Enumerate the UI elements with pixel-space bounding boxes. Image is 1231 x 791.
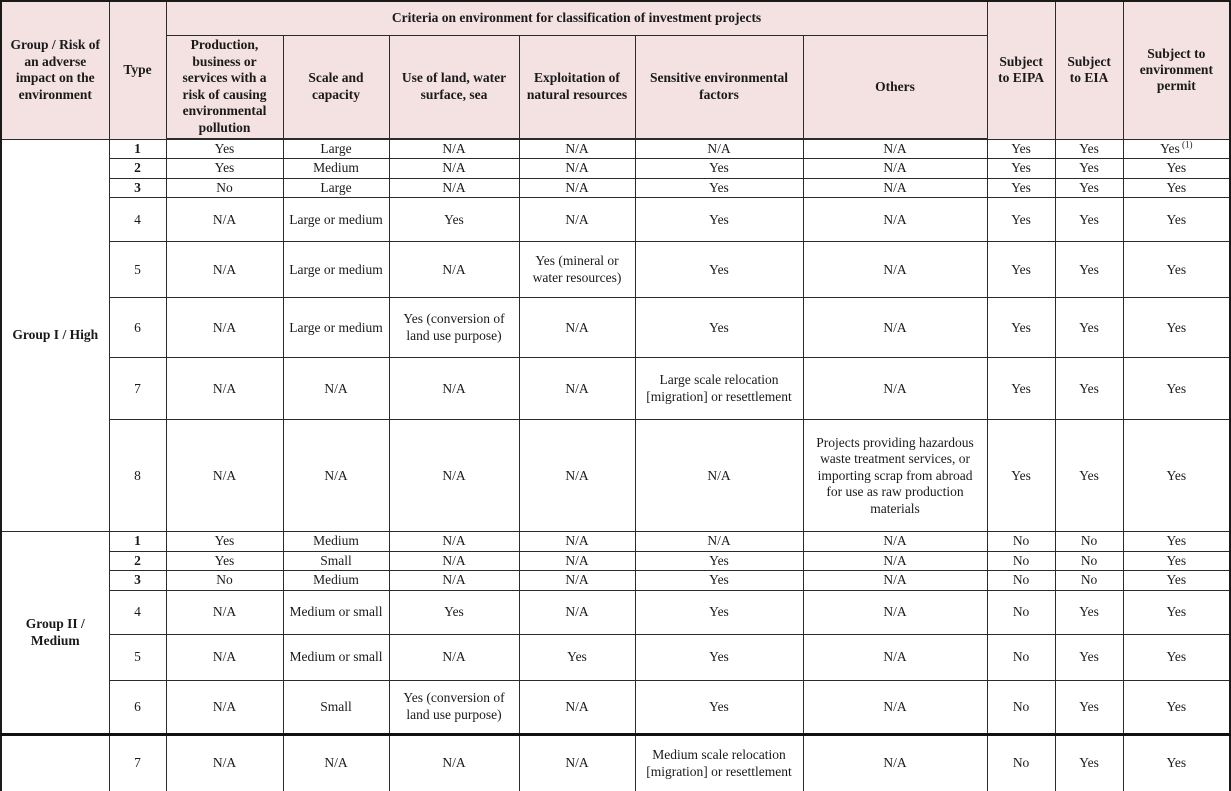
cell-production: N/A [166, 634, 283, 680]
cell-permit: Yes [1123, 590, 1230, 634]
cell-resources: N/A [519, 590, 635, 634]
table-row [1, 734, 1230, 791]
cell-permit: Yes [1123, 420, 1230, 532]
cell-production: Yes [166, 139, 283, 159]
cell-permit: Yes [1123, 680, 1230, 734]
table-body [1, 139, 1230, 791]
cell-others: N/A [803, 139, 987, 159]
header-subject-permit: Subject to environment permit [1123, 1, 1230, 139]
cell-type: 7 [109, 734, 166, 791]
cell-others: N/A [803, 178, 987, 197]
cell-eipa: Yes [987, 358, 1055, 420]
cell-eia: No [1055, 532, 1123, 551]
header-type: Type [109, 1, 166, 139]
table-row [1, 551, 1230, 570]
cell-eia: Yes [1055, 634, 1123, 680]
cell-land: N/A [389, 178, 519, 197]
cell-type: 4 [109, 590, 166, 634]
cell-scale: Small [283, 680, 389, 734]
cell-land: N/A [389, 242, 519, 298]
cell-others: N/A [803, 198, 987, 242]
cell-scale: Medium [283, 571, 389, 590]
cell-others: N/A [803, 551, 987, 570]
cell-land: N/A [389, 420, 519, 532]
cell-scale: Medium [283, 159, 389, 178]
cell-type: 8 [109, 420, 166, 532]
header-land: Use of land, water surface, sea [389, 35, 519, 139]
cell-eia: Yes [1055, 178, 1123, 197]
cell-others: N/A [803, 159, 987, 178]
cell-eia: No [1055, 571, 1123, 590]
cell-permit: Yes [1123, 551, 1230, 570]
cell-eipa: No [987, 551, 1055, 570]
group-label: Group II / Medium [1, 532, 109, 734]
cell-resources: N/A [519, 571, 635, 590]
cell-resources: N/A [519, 680, 635, 734]
table-row [1, 634, 1230, 680]
cell-type: 7 [109, 358, 166, 420]
cell-eipa: No [987, 680, 1055, 734]
cell-eia: Yes [1055, 198, 1123, 242]
cell-type: 4 [109, 198, 166, 242]
cell-others: N/A [803, 242, 987, 298]
cell-permit: Yes [1123, 298, 1230, 358]
cell-production: N/A [166, 680, 283, 734]
cell-permit: Yes [1123, 178, 1230, 197]
cell-eipa: No [987, 734, 1055, 791]
cell-type: 3 [109, 571, 166, 590]
cell-type: 1 [109, 532, 166, 551]
cell-sensitive: Yes [635, 298, 803, 358]
header-scale: Scale and capacity [283, 35, 389, 139]
cell-type: 6 [109, 680, 166, 734]
cell-type: 5 [109, 634, 166, 680]
cell-permit: Yes [1123, 571, 1230, 590]
cell-permit: Yes [1123, 159, 1230, 178]
cell-scale: N/A [283, 358, 389, 420]
cell-scale: Large or medium [283, 242, 389, 298]
cell-land: Yes (conversion of land use purpose) [389, 298, 519, 358]
cell-type: 1 [109, 139, 166, 159]
cell-scale: Medium [283, 532, 389, 551]
cell-sensitive: Yes [635, 571, 803, 590]
cell-type: 6 [109, 298, 166, 358]
table-row [1, 298, 1230, 358]
cell-scale: Medium or small [283, 590, 389, 634]
cell-others: N/A [803, 298, 987, 358]
cell-production: No [166, 571, 283, 590]
cell-permit: Yes [1123, 734, 1230, 791]
cell-production: N/A [166, 420, 283, 532]
cell-resources: N/A [519, 358, 635, 420]
table-row [1, 242, 1230, 298]
table-row [1, 590, 1230, 634]
cell-resources: N/A [519, 198, 635, 242]
cell-others: N/A [803, 590, 987, 634]
cell-scale: N/A [283, 734, 389, 791]
cell-eipa: No [987, 590, 1055, 634]
cell-scale: Large [283, 178, 389, 197]
cell-resources: N/A [519, 532, 635, 551]
cell-others: N/A [803, 680, 987, 734]
cell-eipa: Yes [987, 198, 1055, 242]
cell-eia: Yes [1055, 734, 1123, 791]
header-resources: Exploitation of natural resources [519, 35, 635, 139]
cell-eipa: No [987, 634, 1055, 680]
cell-resources: N/A [519, 420, 635, 532]
cell-production: N/A [166, 298, 283, 358]
cell-sensitive: Yes [635, 680, 803, 734]
cell-scale: Medium or small [283, 634, 389, 680]
header-subject-eipa: Subject to EIPA [987, 1, 1055, 139]
table-row [1, 159, 1230, 178]
cell-resources: N/A [519, 139, 635, 159]
cell-permit: Yes [1123, 242, 1230, 298]
cell-resources: N/A [519, 159, 635, 178]
cell-permit: Yes [1123, 198, 1230, 242]
cell-sensitive: Yes [635, 159, 803, 178]
cell-sensitive: Yes [635, 242, 803, 298]
cell-resources: N/A [519, 551, 635, 570]
cell-production: Yes [166, 159, 283, 178]
cell-eia: Yes [1055, 139, 1123, 159]
header-sensitive: Sensitive environmental factors [635, 35, 803, 139]
cell-eipa: Yes [987, 242, 1055, 298]
cell-scale: Small [283, 551, 389, 570]
cell-permit: Yes [1123, 532, 1230, 551]
cell-others: Projects providing hazardous waste treatment services, or importing scrap from abroad for use as raw production materials [803, 420, 987, 532]
cell-land: N/A [389, 551, 519, 570]
cell-production: N/A [166, 734, 283, 791]
cell-permit: Yes $^{(1)}$ [1123, 139, 1230, 159]
cell-resources: Yes (mineral or water resources) [519, 242, 635, 298]
cell-eipa: No [987, 532, 1055, 551]
cell-land: N/A [389, 734, 519, 791]
cell-land: N/A [389, 139, 519, 159]
table-header [1, 1, 1230, 139]
header-group-risk: Group / Risk of an adverse impact on the environment [1, 1, 109, 139]
header-production: Production, business or services with a risk of causing environmental pollution [166, 35, 283, 139]
cell-sensitive: Yes [635, 551, 803, 570]
cell-land: N/A [389, 159, 519, 178]
table-row [1, 139, 1230, 159]
cell-permit: Yes [1123, 634, 1230, 680]
cell-eia: Yes [1055, 420, 1123, 532]
cell-permit: Yes [1123, 358, 1230, 420]
cell-eia: Yes [1055, 358, 1123, 420]
cell-land: Yes [389, 590, 519, 634]
cell-others: N/A [803, 532, 987, 551]
cell-resources: N/A [519, 298, 635, 358]
footnote-marker: (1) [1179, 139, 1193, 150]
cell-production: N/A [166, 242, 283, 298]
cell-production: Yes [166, 532, 283, 551]
cell-sensitive: Medium scale relocation [migration] or resettlement [635, 734, 803, 791]
cell-scale: Large or medium [283, 298, 389, 358]
header-criteria-span: Criteria on environment for classification of investment projects [166, 1, 987, 35]
cell-eipa: Yes [987, 178, 1055, 197]
cell-eia: No [1055, 551, 1123, 570]
cell-others: N/A [803, 358, 987, 420]
cell-sensitive: Yes [635, 198, 803, 242]
cell-resources: Yes [519, 634, 635, 680]
cell-sensitive: Yes [635, 178, 803, 197]
cell-scale: N/A [283, 420, 389, 532]
table-row [1, 358, 1230, 420]
header-subject-eia: Subject to EIA [1055, 1, 1123, 139]
group-label [1, 734, 109, 791]
cell-eipa: Yes [987, 159, 1055, 178]
cell-land: N/A [389, 571, 519, 590]
cell-sensitive: Large scale relocation [migration] or resettlement [635, 358, 803, 420]
cell-sensitive: Yes [635, 590, 803, 634]
cell-eia: Yes [1055, 298, 1123, 358]
cell-eia: Yes [1055, 680, 1123, 734]
cell-production: N/A [166, 358, 283, 420]
cell-land: N/A [389, 358, 519, 420]
cell-type: 3 [109, 178, 166, 197]
cell-eia: Yes [1055, 242, 1123, 298]
table-row [1, 532, 1230, 551]
cell-type: 2 [109, 551, 166, 570]
cell-eia: Yes [1055, 590, 1123, 634]
table-row [1, 571, 1230, 590]
cell-production: Yes [166, 551, 283, 570]
cell-production: No [166, 178, 283, 197]
cell-sensitive: N/A [635, 420, 803, 532]
cell-scale: Large or medium [283, 198, 389, 242]
table-row [1, 198, 1230, 242]
cell-others: N/A [803, 634, 987, 680]
cell-land: N/A [389, 532, 519, 551]
cell-eipa: No [987, 571, 1055, 590]
cell-others: N/A [803, 734, 987, 791]
table-row [1, 420, 1230, 532]
cell-type: 5 [109, 242, 166, 298]
cell-others: N/A [803, 571, 987, 590]
table-row [1, 680, 1230, 734]
cell-sensitive: N/A [635, 532, 803, 551]
cell-production: N/A [166, 590, 283, 634]
cell-production: N/A [166, 198, 283, 242]
group-label: Group I / High [1, 139, 109, 532]
table-row [1, 178, 1230, 197]
cell-eia: Yes [1055, 159, 1123, 178]
cell-scale: Large [283, 139, 389, 159]
cell-sensitive: N/A [635, 139, 803, 159]
cell-land: Yes [389, 198, 519, 242]
cell-type: 2 [109, 159, 166, 178]
cell-land: Yes (conversion of land use purpose) [389, 680, 519, 734]
cell-eipa: Yes [987, 298, 1055, 358]
cell-eipa: Yes [987, 420, 1055, 532]
cell-sensitive: Yes [635, 634, 803, 680]
header-others: Others [803, 35, 987, 139]
cell-land: N/A [389, 634, 519, 680]
cell-resources: N/A [519, 734, 635, 791]
cell-resources: N/A [519, 178, 635, 197]
cell-eipa: Yes [987, 139, 1055, 159]
